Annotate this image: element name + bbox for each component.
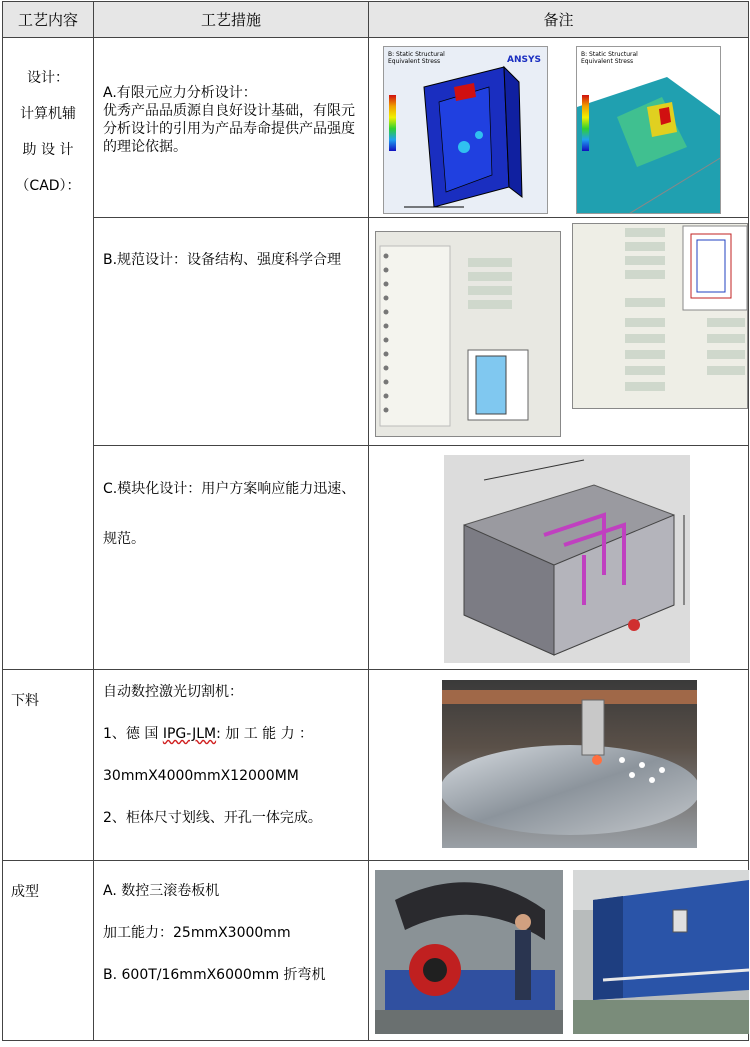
header-process-measures: 工艺措施 bbox=[94, 2, 369, 38]
press-brake-graphic bbox=[573, 870, 749, 1034]
roll-bending-photo bbox=[375, 870, 563, 1034]
stage-forming bbox=[3, 861, 94, 1041]
stage-design-line2: 计算机辅 bbox=[20, 106, 76, 122]
measure-fea bbox=[94, 38, 369, 218]
measure-forming bbox=[94, 861, 369, 1041]
cutting-line2 bbox=[103, 724, 359, 744]
roll-bending-graphic bbox=[375, 870, 563, 1034]
standard-text: B.规范设计：设备结构、强度科学合理 bbox=[103, 252, 342, 268]
fea-right-legend bbox=[582, 95, 589, 151]
forming-line3: B. 600T/16mmX6000mm 折弯机 bbox=[103, 967, 326, 983]
laser-cutting-photo bbox=[442, 680, 697, 848]
note-modular-image bbox=[369, 446, 749, 670]
cutting-brand: IPG-JLM bbox=[162, 726, 217, 742]
fea-left-header: B: Static Structural Equivalent Stress bbox=[388, 51, 445, 65]
header-remarks: 备注 bbox=[369, 2, 749, 38]
modular-cad-graphic bbox=[444, 455, 690, 663]
stage-design-line4: （CAD）： bbox=[15, 178, 81, 194]
stage-design bbox=[3, 38, 94, 670]
cutting-line4: 2、柜体尺寸划线、开孔一体完成。 bbox=[103, 810, 322, 826]
fea-title: A.有限元应力分析设计： bbox=[103, 85, 257, 101]
stage-design-line3: 助 设 计 bbox=[22, 142, 74, 158]
fea-left-graphic bbox=[384, 47, 548, 214]
fea-image-left bbox=[383, 46, 548, 214]
stage-cutting-label: 下料 bbox=[11, 693, 39, 709]
fea-left-brand: ANSYS bbox=[507, 55, 541, 65]
note-cutting-image bbox=[369, 670, 749, 861]
cutting-line2-pre: 1、德 国 bbox=[103, 726, 163, 742]
process-table bbox=[2, 1, 749, 1041]
stage-design-line1: 设计： bbox=[27, 70, 69, 86]
cutting-line3: 30mmX4000mmX12000MM bbox=[103, 768, 299, 784]
modular-cad-image bbox=[444, 455, 690, 663]
stage-forming-label: 成型 bbox=[11, 884, 39, 900]
note-fea-images bbox=[369, 38, 749, 218]
fea-image-right bbox=[576, 46, 721, 214]
cutting-line2-post: : 加 工 能 力 ： bbox=[216, 726, 314, 742]
design-form-left bbox=[375, 231, 561, 437]
stage-cutting bbox=[3, 670, 94, 861]
note-forming-images bbox=[369, 861, 749, 1041]
fea-body: 优秀产品品质源自良好设计基础，有限元分析设计的引用为产品寿命提供产品强度的理论依据。 bbox=[103, 103, 355, 155]
header-process-content: 工艺内容 bbox=[3, 2, 94, 38]
measure-standard bbox=[94, 218, 369, 446]
fea-left-legend bbox=[389, 95, 396, 151]
forming-line2: 加工能力：25mmX3000mm bbox=[103, 925, 291, 941]
fea-right-brand: ANSYS bbox=[680, 55, 714, 65]
design-form-right bbox=[572, 223, 748, 409]
design-form-right-graphic bbox=[573, 224, 748, 409]
laser-cutting-graphic bbox=[442, 680, 697, 848]
press-brake-photo bbox=[573, 870, 749, 1034]
forming-line1: A. 数控三滚卷板机 bbox=[103, 883, 220, 899]
measure-modular bbox=[94, 446, 369, 670]
measure-cutting bbox=[94, 670, 369, 861]
design-form-left-graphic bbox=[376, 232, 561, 437]
note-standard-images bbox=[369, 218, 749, 446]
modular-text: C.模块化设计：用户方案响应能力迅速、规范。 bbox=[103, 481, 356, 547]
fea-right-graphic bbox=[577, 47, 721, 214]
fea-right-header: B: Static Structural Equivalent Stress bbox=[581, 51, 638, 65]
cutting-line1: 自动数控激光切割机： bbox=[103, 684, 243, 700]
